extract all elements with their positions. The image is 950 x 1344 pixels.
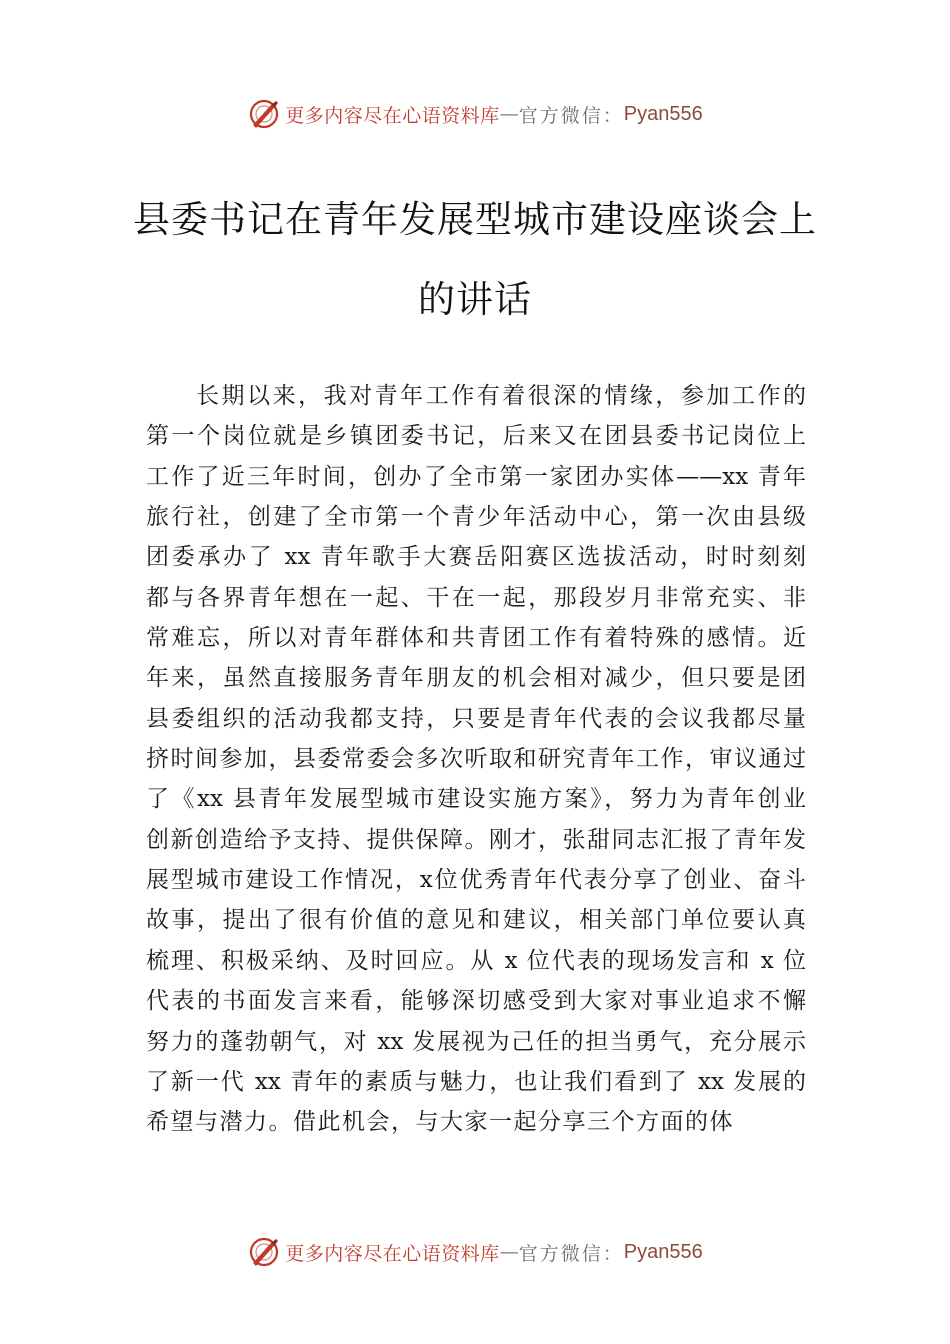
paragraph-line: 了新一代 xx 青年的素质与魅力，也让我们看到了 xx 发展的 <box>146 1068 806 1095</box>
watermark-promo-text: 更多内容尽在心语资料库 <box>285 104 500 127</box>
watermark-wechat-id: Pyan556 <box>623 102 703 125</box>
paragraph-line: 年来，虽然直接服务青年朋友的机会相对减少，但只要是团 <box>146 665 806 692</box>
watermark-banner-top <box>0 94 950 134</box>
paragraph-line: 了《xx 县青年发展型城市建设实施方案》，努力为青年创业 <box>146 786 806 813</box>
paragraph-line: 长期以来，我对青年工作有着很深的情缘，参加工作的 <box>196 383 806 409</box>
document-title <box>0 180 950 340</box>
speech-paragraph <box>146 376 806 1143</box>
paragraph-line: 第一个岗位就是乡镇团委书记，后来又在团县委书记岗位上 <box>146 423 806 450</box>
paragraph-line: 县委组织的活动我都支持，只要是青年代表的会议我都尽量 <box>146 705 806 732</box>
paragraph-line: 团委承办了 xx 青年歌手大赛岳阳赛区选拔活动，时时刻刻 <box>146 544 806 571</box>
watermark-wechat-id: Pyan556 <box>623 1240 703 1263</box>
watermark-banner-bottom <box>0 1232 950 1272</box>
paragraph-line: 展型城市建设工作情况，x位优秀青年代表分享了创业、奋斗 <box>146 867 806 894</box>
watermark-wechat-label: 官方微信： <box>518 104 624 127</box>
paragraph-line: 都与各界青年想在一起、干在一起，那段岁月非常充实、非 <box>146 584 806 611</box>
watermark-separator: — <box>499 103 519 125</box>
paragraph-line: 努力的蓬勃朝气，对 xx 发展视为己任的担当勇气，充分展示 <box>146 1028 806 1055</box>
paragraph-line: 梳理、积极采纳、及时回应。从 x 位代表的现场发言和 x 位 <box>146 947 806 974</box>
paragraph-line: 常难忘，所以对青年群体和共青团工作有着特殊的感情。近 <box>146 625 806 652</box>
watermark-separator: — <box>499 1241 519 1263</box>
watermark-wechat-label: 官方微信： <box>518 1242 624 1265</box>
paragraph-line: 旅行社，创建了全市第一个青少年活动中心，第一次由县级 <box>146 504 806 531</box>
paragraph-line: 故事，提出了很有价值的意见和建议，相关部门单位要认真 <box>146 907 806 934</box>
watermark-promo-text: 更多内容尽在心语资料库 <box>285 1242 500 1265</box>
paragraph-line: 工作了近三年时间，创办了全市第一家团办实体——xx 青年 <box>146 463 806 490</box>
document-title-line-1: 县委书记在青年发展型城市建设座谈会上 <box>133 198 817 241</box>
paragraph-line: 创新创造给予支持、提供保障。刚才，张甜同志汇报了青年发 <box>146 826 806 853</box>
document-title-line-2: 的讲话 <box>418 278 532 321</box>
paragraph-line: 挤时间参加，县委常委会多次听取和研究青年工作，审议通过 <box>146 746 806 773</box>
pen-logo-icon <box>247 1235 281 1269</box>
paragraph-line: 代表的书面发言来看，能够深切感受到大家对事业追求不懈 <box>146 988 806 1015</box>
paragraph-line: 希望与潜力。借此机会，与大家一起分享三个方面的体 <box>146 1109 734 1136</box>
pen-logo-icon <box>247 97 281 131</box>
